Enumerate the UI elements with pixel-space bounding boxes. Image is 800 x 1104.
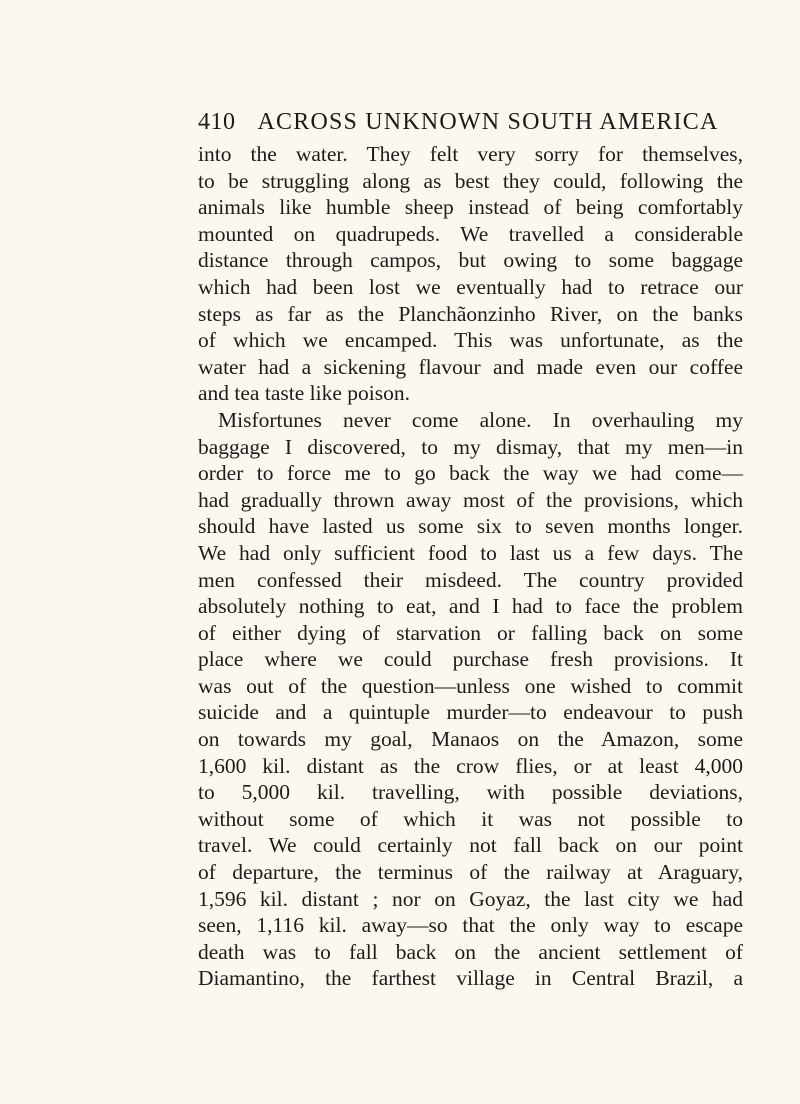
text-line: on towards my goal, Manaos on the Amazon, some xyxy=(198,727,743,752)
text-line: steps as far as the Planchãonzinho River, on the banks xyxy=(198,301,743,326)
text-line: 1,596 kil. distant ; nor on Goyaz, the last city we had xyxy=(198,886,743,911)
running-title: ACROSS UNKNOWN SOUTH AMERICA xyxy=(257,109,719,135)
text-line: to 5,000 kil. travelling, with possible deviations, xyxy=(198,780,743,805)
text-line: seen, 1,116 kil. away—so that the only way to escape xyxy=(198,913,743,938)
text-line: 1,600 kil. distant as the crow flies, or at least 4,000 xyxy=(198,753,743,778)
text-line: water had a sickening flavour and made even our coffee xyxy=(198,354,743,379)
text-line: Diamantino, the farthest village in Central Brazil, a xyxy=(198,966,743,991)
text-line: order to force me to go back the way we had come— xyxy=(198,461,743,486)
text-line: baggage I discovered, to my dismay, that my men—in xyxy=(198,434,743,459)
text-line: distance through campos, but owing to some baggage xyxy=(198,248,743,273)
text-line: of which we encamped. This was unfortunate, as the xyxy=(198,328,743,353)
text-line: had gradually thrown away most of the provisions, which xyxy=(198,487,743,512)
text-line: of departure, the terminus of the railway at Araguary, xyxy=(198,860,743,885)
text-line: travel. We could certainly not fall back on our point xyxy=(198,833,743,858)
text-line: men confessed their misdeed. The country provided xyxy=(198,567,743,592)
text-line: into the water. They felt very sorry for themselves, xyxy=(198,142,743,166)
text-line: absolutely nothing to eat, and I had to face the problem xyxy=(198,594,743,619)
text-line: was out of the question—unless one wished to commit xyxy=(198,673,743,698)
text-line: to be struggling along as best they could, following the xyxy=(198,168,743,193)
text-line: without some of which it was not possible to xyxy=(198,806,743,831)
text-line: place where we could purchase fresh provisions. It xyxy=(198,647,743,672)
paragraph-end-line: and tea taste like poison. xyxy=(198,381,410,406)
text-line: death was to fall back on the ancient settlement of xyxy=(198,939,743,964)
text-line: We had only sufficient food to last us a few days. The xyxy=(198,540,743,565)
text-line: animals like humble sheep instead of being comfortably xyxy=(198,195,743,220)
page-number: 410 xyxy=(198,109,236,135)
text-line: should have lasted us some six to seven months longer. xyxy=(198,514,743,539)
paragraph-start-line: Misfortunes never come alone. In overhauling my xyxy=(218,407,743,432)
text-line: suicide and a quintuple murder—to endeavour to push xyxy=(198,700,743,725)
text-line: mounted on quadrupeds. We travelled a considerable xyxy=(198,221,743,246)
text-line: which had been lost we eventually had to retrace our xyxy=(198,274,743,299)
body-text xyxy=(198,141,743,992)
page-header xyxy=(198,106,719,138)
text-line: of either dying of starvation or falling back on some xyxy=(198,620,743,645)
